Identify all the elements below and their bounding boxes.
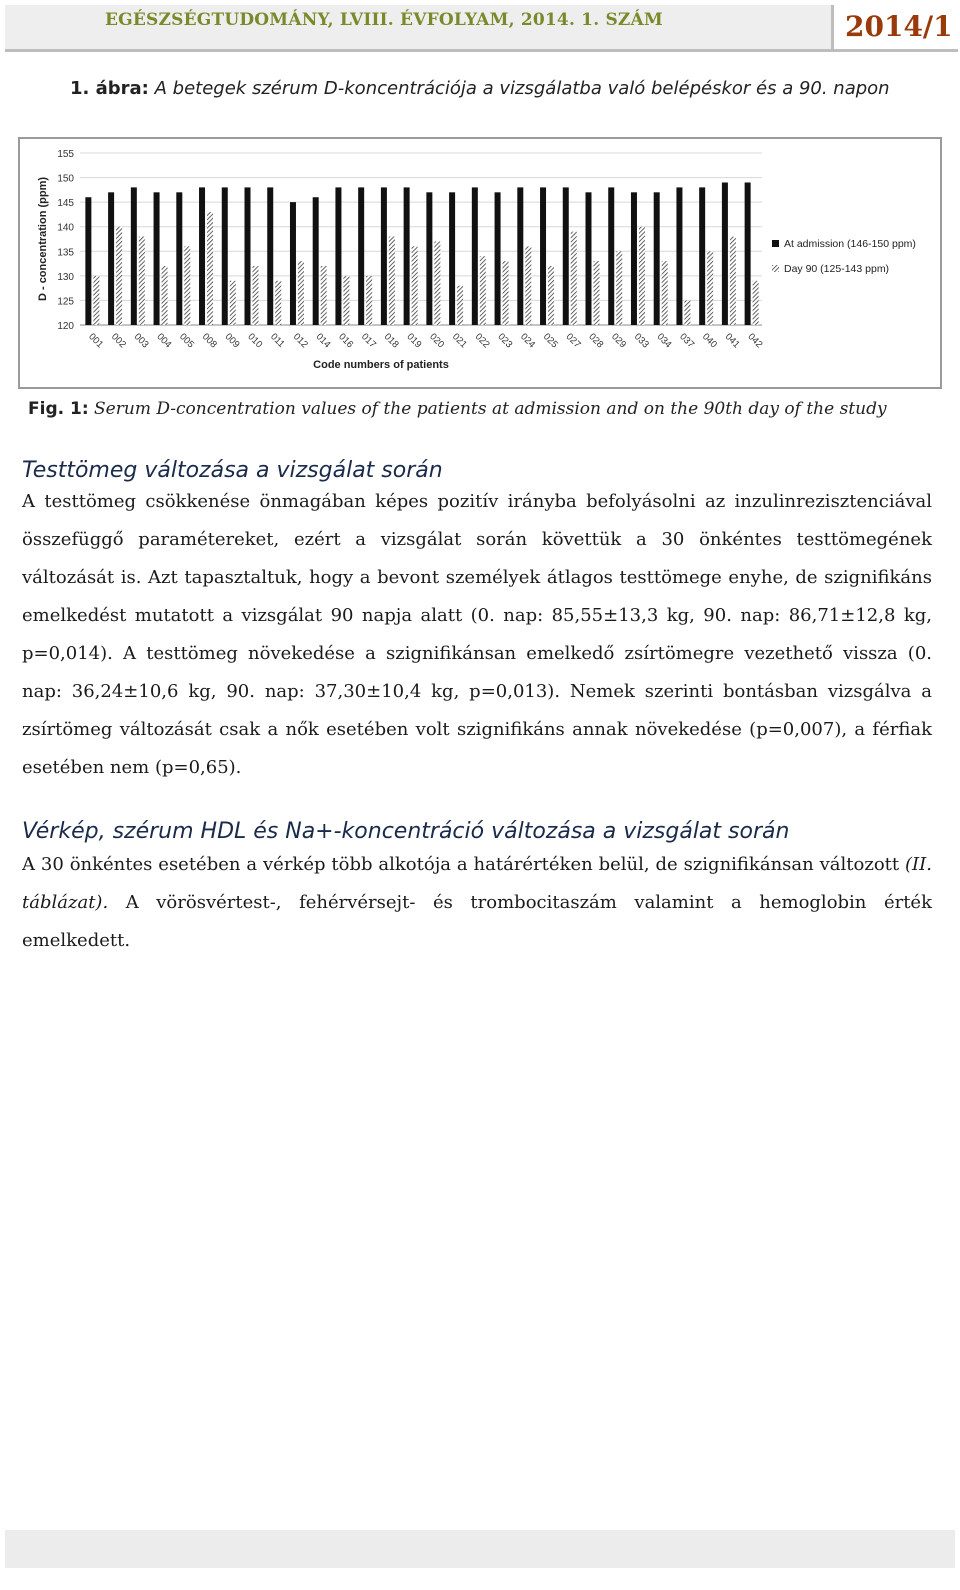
bar-admission	[154, 192, 160, 325]
bar-day90	[730, 237, 736, 325]
bar-admission	[586, 192, 592, 325]
bar-admission	[245, 187, 251, 325]
figure-label-en: Fig. 1:	[28, 399, 89, 419]
bar-day90	[93, 276, 99, 325]
bar-admission	[631, 192, 637, 325]
x-tick-label: 023	[495, 331, 515, 351]
x-tick-label: 040	[700, 331, 720, 351]
x-tick-label: 037	[677, 331, 697, 351]
legend-label: Day 90 (125-143 ppm)	[784, 263, 890, 275]
bar-admission	[449, 192, 455, 325]
bar-admission	[517, 187, 523, 325]
x-tick-label: 028	[586, 331, 606, 351]
x-tick-label: 011	[268, 331, 287, 350]
bar-admission	[131, 187, 137, 325]
x-tick-label: 029	[609, 331, 629, 351]
bar-day90	[548, 266, 554, 325]
bar-admission	[426, 192, 432, 325]
figure-caption-hu	[70, 78, 890, 99]
bar-admission	[335, 187, 341, 325]
paragraph-text-start: A 30 önkéntes esetében a vérkép több alkotója a határértéken belül, de szignifikánsan változott	[22, 854, 906, 875]
x-tick-label: 003	[131, 331, 151, 351]
bar-day90	[480, 256, 486, 325]
legend-swatch	[772, 240, 779, 247]
bar-day90	[343, 276, 349, 325]
bar-day90	[275, 281, 281, 325]
x-tick-label: 018	[381, 331, 401, 351]
bar-admission	[676, 187, 682, 325]
x-tick-label: 024	[518, 331, 538, 351]
bar-day90	[366, 276, 372, 325]
figure-caption-en-text: Serum D-concentration values of the patients at admission and on the 90th day of the study	[94, 399, 887, 419]
bar-day90	[616, 251, 622, 325]
bar-day90	[184, 246, 190, 325]
x-tick-label: 017	[359, 331, 379, 351]
bar-admission	[381, 187, 387, 325]
bar-day90	[230, 281, 236, 325]
page-header	[5, 0, 955, 50]
x-tick-label: 004	[154, 331, 174, 351]
bar-day90	[321, 266, 327, 325]
x-tick-label: 010	[245, 331, 265, 351]
x-tick-label: 021	[449, 331, 469, 351]
bar-day90	[389, 237, 395, 325]
x-tick-label: 008	[199, 331, 219, 351]
x-tick-label: 022	[472, 331, 492, 351]
x-tick-label: 027	[563, 331, 583, 351]
table-reference: (II. táblázat).	[22, 854, 932, 913]
bar-day90	[412, 246, 418, 325]
bar-day90	[434, 241, 440, 325]
paragraph-body-weight: A testtömeg csökkenése önmagában képes pozitív irányba befolyásolni az inzulinrezisztenciával összefüggő paramétereket, ezért a vizsgálat során követtük a 30 önkéntes testtömegének változását is. Azt tapasztaltuk, hogy a bevont személyek átlagos testtömege enyhe, de szignifikáns emelkedést mutatott a vizsgálat 90 napja alatt (0. nap: 85,55±13,3 kg, 90. nap: 86,71±12,8 kg, p=0,014). A testtömeg növekedése a szignifikánsan emelkedő zsírtömegre vezethető vissza (0. nap: 36,24±10,6 kg, 90. nap: 37,30±10,4 kg, p=0,013). Nemek szerinti bontásban vizsgálva a zsírtömeg változását csak a nők esetében volt szignifikáns annak növekedése (p=0,007), a férfiak esetében nem (p=0,65).	[22, 491, 932, 778]
bar-admission	[199, 187, 205, 325]
x-tick-label: 012	[290, 331, 310, 351]
bar-day90	[207, 212, 213, 325]
figure-caption-hu-text: A betegek szérum D-koncentrációja a vizsgálatba való belépéskor és a 90. napon	[154, 78, 890, 99]
footer-bar	[5, 1530, 955, 1568]
bar-admission	[495, 192, 501, 325]
y-tick-label: 155	[57, 149, 74, 160]
bar-day90	[298, 261, 304, 325]
x-tick-label: 019	[404, 331, 424, 351]
x-tick-label: 001	[86, 331, 106, 351]
section-title-blood-count: Vérkép, szérum HDL és Na+-koncentráció változása a vizsgálat során	[22, 819, 790, 844]
issue-number: 2014/1	[845, 10, 953, 43]
bar-day90	[139, 237, 145, 325]
chart-frame	[18, 137, 942, 389]
y-tick-label: 120	[57, 321, 74, 332]
bar-admission	[722, 182, 728, 325]
bar-day90	[753, 281, 759, 325]
x-tick-label: 009	[222, 331, 242, 351]
bar-day90	[684, 300, 690, 325]
x-tick-label: 034	[654, 331, 674, 351]
bar-admission	[540, 187, 546, 325]
y-axis-title: D - concentration (ppm)	[37, 176, 49, 302]
bar-day90	[162, 266, 168, 325]
bar-chart	[20, 139, 940, 387]
bar-day90	[639, 227, 645, 325]
bar-admission	[472, 187, 478, 325]
bar-admission	[313, 197, 319, 325]
bar-admission	[745, 182, 751, 325]
x-tick-label: 025	[540, 331, 560, 351]
figure-label-hu: 1. ábra:	[70, 78, 149, 99]
bar-admission	[404, 187, 410, 325]
bar-admission	[267, 187, 273, 325]
y-tick-label: 145	[57, 198, 74, 210]
bar-admission	[85, 197, 91, 325]
bar-day90	[503, 261, 509, 325]
bar-day90	[571, 232, 577, 325]
y-tick-label: 135	[57, 247, 74, 259]
x-tick-label: 041	[722, 331, 742, 351]
paragraph-blood-count	[22, 846, 932, 960]
bar-admission	[358, 187, 364, 325]
legend-swatch	[772, 265, 779, 272]
bar-day90	[707, 251, 713, 325]
x-tick-label: 042	[745, 331, 765, 351]
bar-admission	[699, 187, 705, 325]
bar-day90	[253, 266, 259, 325]
bar-admission	[222, 187, 228, 325]
x-tick-label: 033	[631, 331, 651, 351]
bar-admission	[290, 202, 296, 325]
x-tick-label: 002	[108, 331, 128, 351]
bar-day90	[525, 246, 531, 325]
y-tick-label: 125	[57, 296, 74, 308]
bar-day90	[457, 286, 463, 325]
legend-label: At admission (146-150 ppm)	[784, 238, 916, 250]
x-axis-title: Code numbers of patients	[313, 359, 449, 371]
x-tick-label: 016	[336, 331, 356, 351]
x-tick-label: 020	[427, 331, 447, 351]
journal-title: EGÉSZSÉGTUDOMÁNY, LVIII. ÉVFOLYAM, 2014. 1. SZÁM	[105, 10, 663, 30]
bar-day90	[662, 261, 668, 325]
y-tick-label: 130	[57, 271, 74, 283]
bar-admission	[563, 187, 569, 325]
y-tick-label: 140	[57, 222, 74, 234]
x-tick-label: 014	[313, 331, 333, 351]
bar-admission	[176, 192, 182, 325]
bar-admission	[108, 192, 114, 325]
bar-day90	[116, 227, 122, 325]
x-tick-label: 005	[177, 331, 197, 351]
bar-day90	[594, 261, 600, 325]
paragraph-text-end: A vörösvértest-, fehérvérsejt- és trombocitaszám valamint a hemoglobin érték emelkedett.	[22, 892, 932, 951]
section-title-body-weight: Testtömeg változása a vizsgálat során	[22, 458, 443, 483]
y-tick-label: 150	[57, 173, 74, 185]
bar-admission	[654, 192, 660, 325]
bar-admission	[608, 187, 614, 325]
figure-caption-en	[28, 399, 887, 419]
